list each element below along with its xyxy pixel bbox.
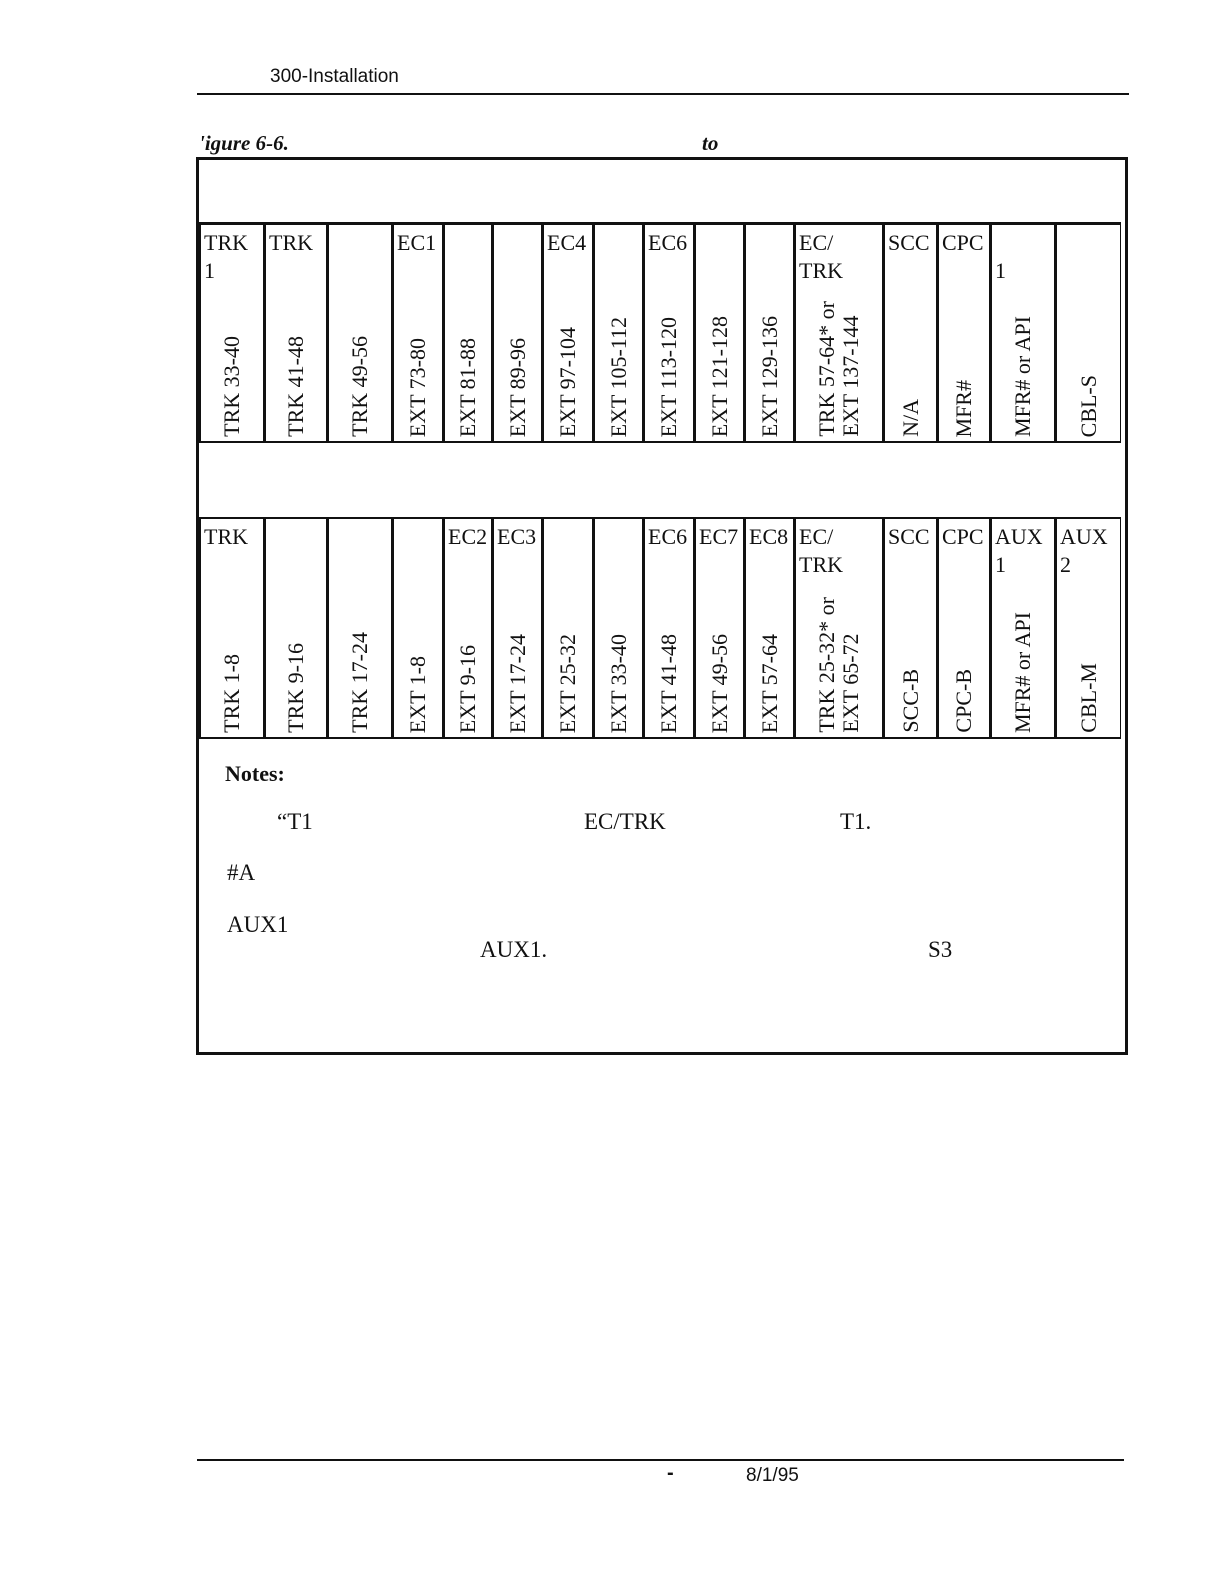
bottom-slot-name: SCC xyxy=(888,524,930,549)
top-slot-assignment xyxy=(744,287,794,443)
bottom-slot-name: EC2 xyxy=(448,524,488,549)
top-slot-header xyxy=(593,223,643,287)
bottom-slot-label: EXT 57-64 xyxy=(756,633,782,733)
top-slot-label: TRK 41-48 xyxy=(283,336,308,437)
figure-caption: 'igure 6-6. xyxy=(199,131,289,155)
bottom-slot-name: CPC xyxy=(942,524,984,549)
bottom-slot-label: EXT 1-8 xyxy=(405,655,430,733)
top-slot-name: EC6 xyxy=(648,230,688,255)
top-slot-header xyxy=(694,223,744,287)
bottom-slot-assignment xyxy=(199,581,264,739)
top-slot-subname: 1 xyxy=(995,258,1006,283)
top-slot-label: EXT 113-120 xyxy=(656,316,681,437)
bottom-slot-name: EC7 xyxy=(699,524,739,549)
footer-date: 8/1/95 xyxy=(746,1465,799,1486)
bottom-slot-label: SCC-B xyxy=(897,669,923,733)
note-1-c: T1. xyxy=(840,809,872,834)
top-slot-assignment xyxy=(327,287,392,443)
bottom-slot-header xyxy=(443,517,492,581)
top-slot-header xyxy=(264,223,327,287)
top-slot-label: EXT 97-104 xyxy=(555,326,580,437)
top-slot-assignment xyxy=(643,287,694,443)
bottom-slot-header xyxy=(264,517,327,581)
note-3: AUX1 xyxy=(227,912,289,937)
top-slot-label: N/A xyxy=(897,399,923,437)
bottom-slot-label: CBL-M xyxy=(1075,663,1101,733)
figure-caption-fragment: to xyxy=(702,131,719,155)
top-slot-header xyxy=(327,223,392,287)
bottom-slot-assignment xyxy=(492,581,542,739)
bottom-slot-label: TRK 25-32* or xyxy=(814,597,839,733)
note-2: #A xyxy=(227,860,256,885)
bottom-slot-header xyxy=(990,517,1055,581)
top-slot-assignment xyxy=(542,287,593,443)
bottom-slot-name: EC3 xyxy=(497,524,537,549)
top-slot-header xyxy=(794,223,883,287)
bottom-slot-header xyxy=(883,517,937,581)
top-slot-header xyxy=(990,223,1055,287)
bottom-slot-assignment xyxy=(264,581,327,739)
top-slot-label: MFR# xyxy=(951,379,976,437)
top-slot-assignment xyxy=(1055,287,1121,443)
top-slot-header xyxy=(443,223,492,287)
top-slot-subname: 1 xyxy=(204,258,215,283)
bottom-slot-header xyxy=(1055,517,1121,581)
top-slot-header xyxy=(937,223,990,287)
bottom-slot-name: EC8 xyxy=(749,524,789,549)
bottom-slot-assignment xyxy=(392,581,443,739)
bottom-slot-label: EXT 65-72 xyxy=(838,633,863,733)
bottom-slot-label: TRK 9-16 xyxy=(283,643,308,733)
bottom-slot-name: AUX xyxy=(1060,524,1108,549)
bottom-slot-subname: 1 xyxy=(995,552,1006,577)
top-slot-assignment xyxy=(264,287,327,443)
bottom-slot-header xyxy=(937,517,990,581)
note-1-a: “T1 xyxy=(277,809,313,834)
bottom-slot-assignment xyxy=(443,581,492,739)
top-slot-label: EXT 81-88 xyxy=(455,337,480,437)
bottom-slot-assignment xyxy=(1055,581,1121,739)
top-slot-subname: TRK xyxy=(799,258,843,283)
bottom-slot-label: TRK 17-24 xyxy=(347,632,372,733)
top-slot-label: EXT 137-144 xyxy=(838,315,863,437)
bottom-slot-assignment xyxy=(883,581,937,739)
top-slot-assignment xyxy=(794,287,883,443)
top-slot-assignment xyxy=(593,287,643,443)
bottom-slot-header xyxy=(794,517,883,581)
bottom-slot-name: EC6 xyxy=(648,524,688,549)
top-slot-header xyxy=(199,223,264,287)
bottom-slot-label: EXT 17-24 xyxy=(504,633,530,733)
bottom-slot-assignment xyxy=(744,581,794,739)
bottom-slot-header xyxy=(492,517,542,581)
top-slot-assignment xyxy=(199,287,264,443)
top-slot-name: EC1 xyxy=(397,230,437,255)
top-slot-label: EXT 105-112 xyxy=(605,316,631,437)
top-slot-header xyxy=(392,223,443,287)
top-slot-header xyxy=(883,223,937,287)
note-1-b: EC/TRK xyxy=(584,809,666,834)
top-slot-label: TRK 57-64* or xyxy=(814,301,839,437)
bottom-slot-label: CPC-B xyxy=(951,669,976,733)
note-4-b: S3 xyxy=(928,937,953,962)
bottom-slot-label: MFR# or API xyxy=(1010,611,1035,733)
bottom-slot-header xyxy=(643,517,694,581)
bottom-slot-subname: TRK xyxy=(799,552,843,577)
top-slot-header xyxy=(1055,223,1121,287)
bottom-slot-subname: 2 xyxy=(1060,552,1071,577)
notes-title: Notes: xyxy=(225,761,285,786)
top-slot-name: EC4 xyxy=(547,230,587,255)
top-slot-name: TRK xyxy=(269,230,313,255)
bottom-slot-label: EXT 49-56 xyxy=(706,633,732,733)
bottom-slot-name: AUX xyxy=(995,524,1043,549)
top-slot-assignment xyxy=(392,287,443,443)
top-slot-label: EXT 89-96 xyxy=(504,337,530,437)
bottom-slot-label: EXT 25-32 xyxy=(555,633,580,733)
bottom-slot-header xyxy=(593,517,643,581)
top-slot-header xyxy=(643,223,694,287)
bottom-slot-header xyxy=(392,517,443,581)
top-slot-name: EC/ xyxy=(799,230,834,255)
note-4-a: AUX1. xyxy=(480,937,548,962)
bottom-slot-name: EC/ xyxy=(799,524,834,549)
bottom-slot-assignment xyxy=(593,581,643,739)
top-slot-label: TRK 33-40 xyxy=(219,336,244,437)
top-slot-assignment xyxy=(694,287,744,443)
bottom-slot-assignment xyxy=(794,581,883,739)
bottom-slot-name: TRK xyxy=(204,524,248,549)
top-slot-assignment xyxy=(443,287,492,443)
top-slot-name: CPC xyxy=(942,230,984,255)
bottom-slot-header xyxy=(199,517,264,581)
top-slot-assignment xyxy=(990,287,1055,443)
top-slot-name: TRK xyxy=(204,230,248,255)
bottom-slot-assignment xyxy=(937,581,990,739)
footer-rule xyxy=(197,1459,1124,1461)
top-slot-header xyxy=(542,223,593,287)
top-slot-label: MFR# or API xyxy=(1010,315,1035,437)
top-slot-header xyxy=(744,223,794,287)
top-slot-header xyxy=(492,223,542,287)
bottom-slot-header xyxy=(542,517,593,581)
document-header: 300-Installation xyxy=(270,66,399,87)
bottom-slot-assignment xyxy=(643,581,694,739)
bottom-slot-label: TRK 1-8 xyxy=(219,654,244,733)
bottom-slot-assignment xyxy=(542,581,593,739)
bottom-slot-label: EXT 9-16 xyxy=(455,644,480,733)
top-slot-assignment xyxy=(937,287,990,443)
top-slot-label: EXT 73-80 xyxy=(405,337,430,437)
top-slot-label: EXT 129-136 xyxy=(756,315,782,437)
top-slot-assignment xyxy=(883,287,937,443)
top-slot-label: TRK 49-56 xyxy=(347,336,372,437)
top-slot-assignment xyxy=(492,287,542,443)
top-slot-label: CBL-S xyxy=(1075,374,1101,437)
bottom-slot-header xyxy=(694,517,744,581)
bottom-slot-header xyxy=(744,517,794,581)
header-rule xyxy=(197,93,1129,95)
bottom-slot-header xyxy=(327,517,392,581)
top-slot-name: SCC xyxy=(888,230,930,255)
bottom-slot-label: EXT 41-48 xyxy=(656,633,681,733)
bottom-slot-assignment xyxy=(990,581,1055,739)
footer-dash: - xyxy=(667,1462,674,1484)
bottom-slot-assignment xyxy=(327,581,392,739)
bottom-slot-label: EXT 33-40 xyxy=(605,633,631,733)
bottom-slot-assignment xyxy=(694,581,744,739)
top-slot-label: EXT 121-128 xyxy=(706,315,732,437)
